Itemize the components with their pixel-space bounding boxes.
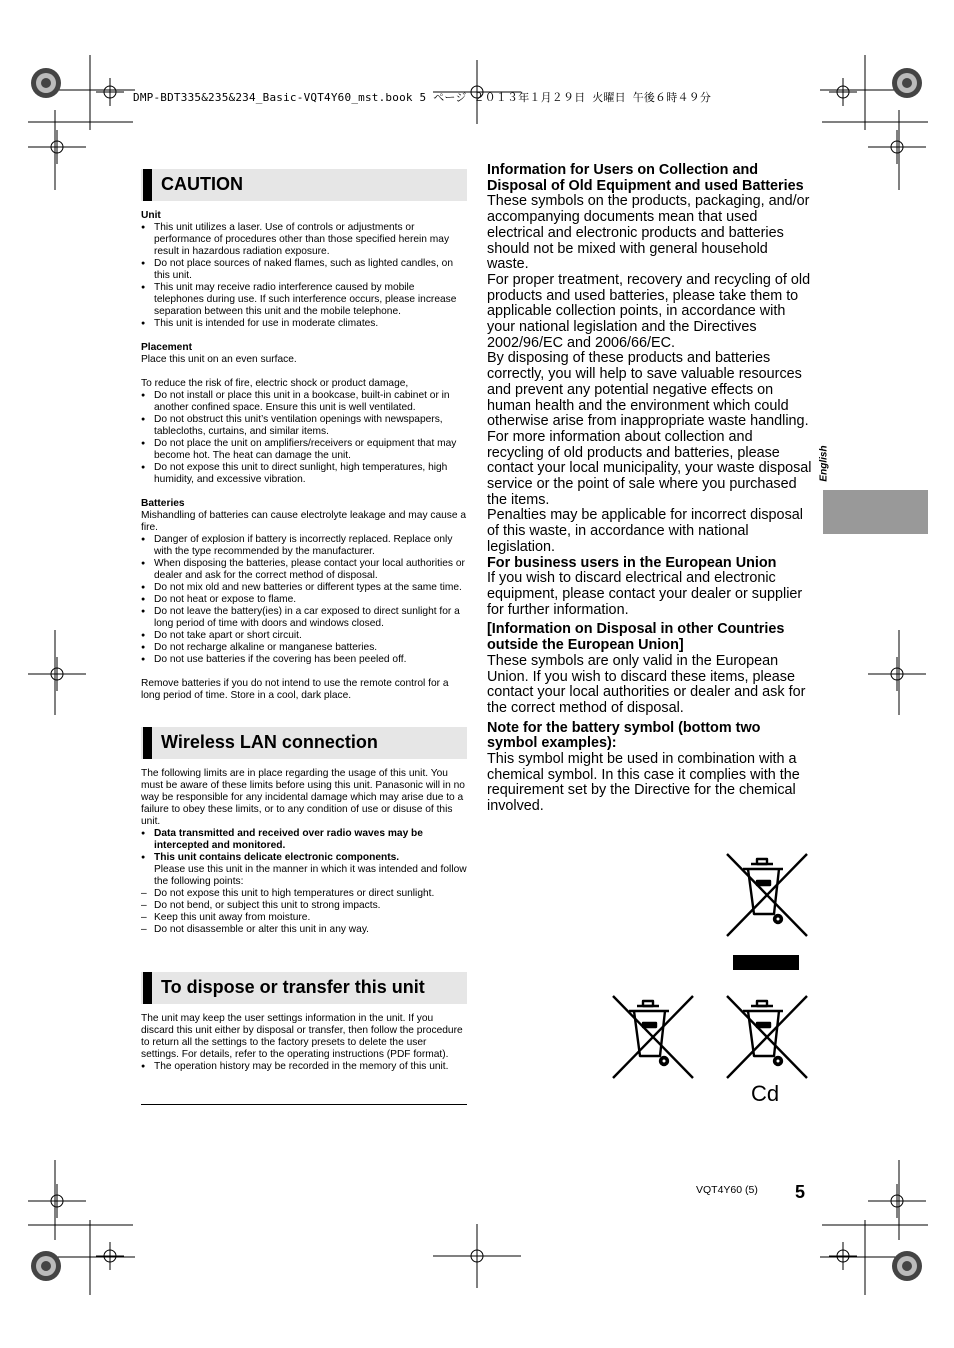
- battery-note-text: This symbol might be used in combination with a chemical symbol. In this case it complies with the requirement set by the Directive for the chemical involved.: [487, 751, 800, 815]
- business-text: If you wish to discard electrical and electronic equipment, please contact your dealer or supplier for further information.: [487, 570, 803, 618]
- model-code: VQT4Y60 (5): [696, 1184, 758, 1196]
- info-p3: By disposing of these products and batteries correctly, you will help to save valuable resources and prevent any potential negative effects on human health and the environment which could otherwise arise from inappropriate waste handling.: [487, 350, 809, 430]
- file-header: DMP-BDT335&235&234_Basic-VQT4Y60_mst.book 5 ページ ２０１３年１月２９日 火曜日 午後６時４９分: [133, 91, 712, 104]
- battery-list: ● Danger of explosion if battery is incorrectly replaced. Replace only with the type recommended by the manufacturer. ● When disposing the batteries, please contact your local authorities or dealer and ask for the correct method of disposal. ● Do not mix old and new batteries or different types at the same time. ● Do not heat or expose to flame. ● Do not leave the battery(ies) in a car exposed to direct sunlight for a long period of time with doors and windows closed. ● Do not take apart or short circuit. ● Do not recharge alkaline or manganese batteries. ● Do not use batteries if the covering has been peeled off.: [141, 534, 467, 666]
- page-number: 5: [795, 1182, 806, 1202]
- risk-list: ● Do not install or place this unit in a bookcase, built-in cabinet or in another confined space. Ensure this unit is well ventilated. ● Do not obstruct this unit’s ventilation openings with newspapers, tablecloths, curtains, and similar items. ● Do not place the unit on amplifiers/receivers or equipment that may become hot. The heat can damage the unit. ● Do not expose this unit to direct sunlight, high temperatures, high humidity, and excessive vibration.: [141, 390, 467, 486]
- risk-intro: To reduce the risk of fire, electric shock or product damage,: [141, 378, 409, 389]
- dispose-heading: To dispose or transfer this unit: [141, 972, 467, 1004]
- info-p1: These symbols on the products, packaging, and/or accompanying documents mean that used electrical and electronic products and batteries should not be mixed with general household waste.: [487, 193, 810, 273]
- wireless-heading: Wireless LAN connection: [141, 727, 467, 759]
- wireless-intro: The following limits are in place regarding the usage of this unit. You must be aware of these limits before using this unit. Panasonic will in no way be responsible for any incidental damage which may arise due to a failure to obey these limits, or to any condition of use or disuse of this unit.: [141, 768, 465, 827]
- battery-note-heading: Note for the battery symbol (bottom two symbol examples):: [487, 719, 761, 752]
- wireless-item-intercept: ● Data transmitted and received over radio waves may be intercepted and monitored.: [141, 828, 467, 852]
- language-tab-label: English: [818, 445, 830, 482]
- other-countries-text: These symbols are only valid in the European Union. If you wish to discard these items, please contact your local authorities or dealer and ask for the correct method of disposal.: [487, 652, 806, 716]
- remove-batteries-text: Remove batteries if you do not intend to use the remote control for a long period of time. Store in a cool, dark place.: [141, 678, 449, 701]
- business-heading: For business users in the European Union: [487, 554, 777, 571]
- weee-bin-icon-equipment: [727, 854, 807, 936]
- dispose-text: The unit may keep the user settings information in the unit. If you discard this unit either by disposal or transfer, then follow the procedure to return all the settings to the factory presets to delete the user settings. For details, refer to the operating instructions (PDF format).: [141, 1013, 463, 1060]
- other-countries-heading: [Information on Disposal in other Countries outside the European Union]: [487, 621, 785, 654]
- batteries-heading: Batteries: [141, 498, 185, 509]
- language-tab: [823, 490, 928, 534]
- info-p2: For proper treatment, recovery and recycling of old products and used batteries, please take them to applicable collection points, in accordance with your national legislation and the Directives 2002/96/EC and 2006/66/EC.: [487, 271, 811, 351]
- weee-bin-icon-battery: [613, 996, 693, 1078]
- batteries-intro: Mishandling of batteries can cause electrolyte leakage and may cause a fire.: [141, 510, 467, 533]
- info-heading: Information for Users on Collection and Disposal of Old Equipment and used Batteries: [487, 162, 804, 194]
- info-p5: Penalties may be applicable for incorrect disposal of this waste, in accordance with national legislation.: [487, 507, 803, 555]
- caution-heading: CAUTION: [141, 169, 467, 201]
- placement-heading: Placement: [141, 342, 192, 353]
- unit-heading: Unit: [141, 210, 161, 221]
- placement-text: Place this unit on an even surface.: [141, 354, 297, 365]
- weee-black-bar-icon: [733, 955, 799, 970]
- unit-list: ● This unit utilizes a laser. Use of controls or adjustments or performance of procedures other than those specified herein may result in hazardous radiation exposure. ● Do not place sources of naked flames, such as lighted candles, on this unit. ● This unit may receive radio interference caused by mobile telephones during use. If such interference occurs, please increase separation between this unit and the mobile telephone. ● This unit is intended for use in moderate climates.: [141, 222, 467, 330]
- weee-bin-icon-battery-cd: [727, 996, 807, 1078]
- wireless-item-components: ● This unit contains delicate electronic components. Please use this unit in the manner in which it was intended and follow the following points: – Do not expose this unit to high temperatures or direct sunlight. – Do not bend, or subject this unit to strong impacts. – Keep this unit away from moisture. – Do not disassemble or alter this unit in any way.: [141, 852, 467, 936]
- info-p4: For more information about collection and recycling of old products and batteries, please contact your local municipality, your waste disposal service or the point of sale where you purchased the items.: [487, 428, 812, 508]
- dispose-item: ● The operation history may be recorded in the memory of this unit.: [141, 1061, 467, 1073]
- cd-chemical-symbol: Cd: [751, 1081, 780, 1106]
